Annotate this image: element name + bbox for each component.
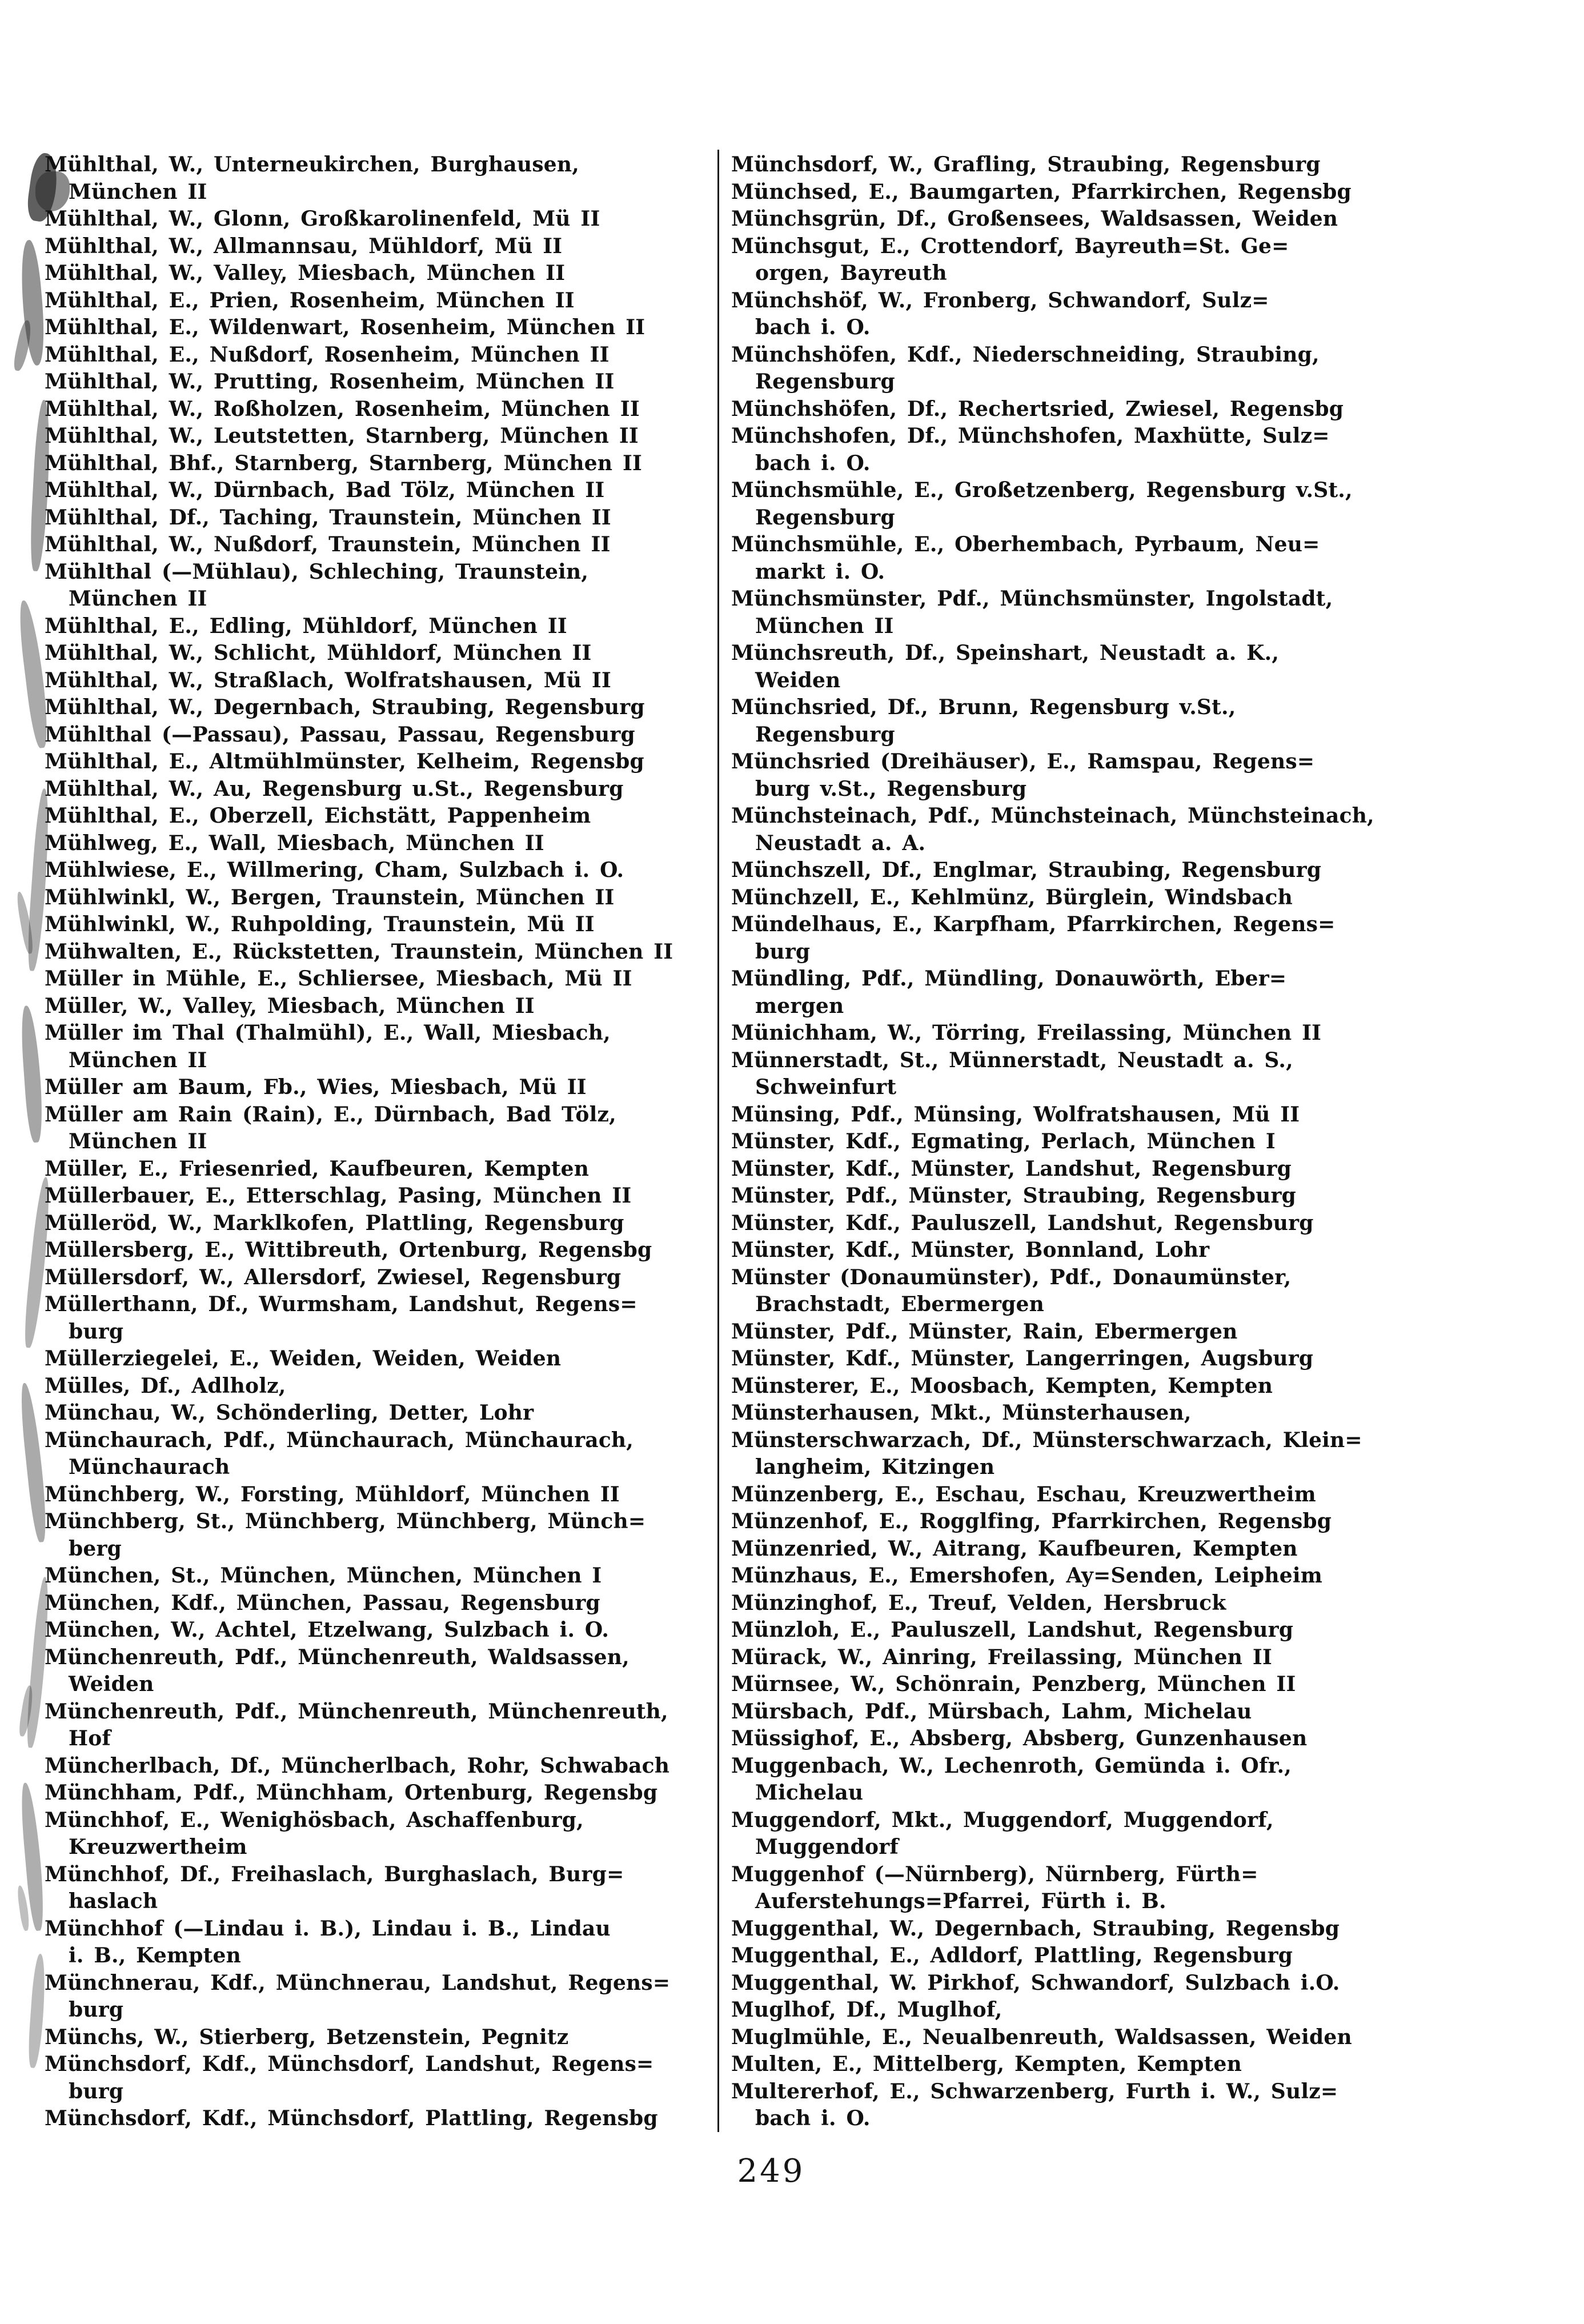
entry-line: Müller, E., Friesenried, Kaufbeuren, Kempten	[45, 1156, 590, 1181]
entry-line: Münchsdorf, Kdf., Münchsdorf, Landshut, Regens=	[45, 2052, 654, 2076]
entry-line: Muggenthal, E., Adldorf, Plattling, Regensburg	[731, 1944, 1293, 1968]
entry-line: Müller, W., Valley, Miesbach, München II	[45, 993, 535, 1018]
entry-line: Münchs, W., Stierberg, Betzenstein, Pegnitz	[45, 2025, 569, 2049]
entry-line: Münchshöf, W., Fronberg, Schwandorf, Sulz=	[731, 288, 1269, 312]
entry-line: Mühwalten, E., Rückstetten, Traunstein, München II	[45, 939, 673, 964]
column-divider	[717, 150, 719, 2132]
entry-line: Münsterer, E., Moosbach, Kempten, Kempten	[731, 1373, 1273, 1398]
entry-line: Regensburg	[755, 722, 895, 747]
entry-line: Mühlthal, E., Oberzell, Eichstätt, Pappenheim	[45, 804, 591, 828]
entry-line: mergen	[755, 993, 844, 1018]
entry-line: Münchsteinach, Pdf., Münchsteinach, Münchsteinach,	[731, 804, 1374, 828]
entry-line: Mühlthal, W., Schlicht, Mühldorf, München II	[45, 641, 592, 665]
entry-line: Müller in Mühle, E., Schliersee, Miesbach, Mü II	[45, 967, 632, 991]
entry-line: Schweinfurt	[755, 1075, 897, 1099]
entry-line: Münzloh, E., Pauluszell, Landshut, Regensburg	[731, 1618, 1294, 1642]
entry-line: Münchsmünster, Pdf., Münchsmünster, Ingolstadt,	[731, 587, 1333, 611]
entry-line: Mühlthal, E., Prien, Rosenheim, München II	[45, 288, 575, 312]
entry-line: Mühlthal (—Passau), Passau, Passau, Regensburg	[45, 722, 635, 747]
entry-line: Michelau	[755, 1781, 864, 1805]
entry-line: München II	[69, 587, 207, 611]
entry-line: Muglhof, Df., Muglhof,	[731, 1998, 1002, 2022]
entry-line: Münchaurach	[69, 1455, 230, 1479]
entry-line: Münchberg, St., Münchberg, Münchberg, Münch=	[45, 1509, 646, 1533]
entry-line: Münster (Donaumünster), Pdf., Donaumünster,	[731, 1265, 1292, 1289]
entry-line: Auferstehungs=Pfarrei, Fürth i. B.	[755, 1889, 1166, 1913]
entry-line: Multen, E., Mittelberg, Kempten, Kempten	[731, 2052, 1242, 2076]
entry-line: Münchsdorf, Kdf., Münchsdorf, Plattling, Regensbg	[45, 2106, 658, 2130]
entry-line: burg	[69, 1998, 124, 2022]
entry-line: Münchsried (Dreihäuser), E., Ramspau, Regens=	[731, 750, 1315, 774]
entry-line: Mürnsee, W., Schönrain, Penzberg, München II	[731, 1672, 1296, 1696]
entry-line: Münchsdorf, W., Grafling, Straubing, Regensburg	[731, 153, 1321, 177]
entry-line: Münster, Kdf., Münster, Langerringen, Augsburg	[731, 1347, 1314, 1371]
entry-line: Mühlthal, W., Glonn, Großkarolinenfeld, Mü II	[45, 207, 600, 231]
entry-line: Münchau, W., Schönderling, Detter, Lohr	[45, 1401, 534, 1425]
entry-line: Müllersdorf, W., Allersdorf, Zwiesel, Regensburg	[45, 1265, 621, 1289]
entry-line: burg	[755, 939, 811, 964]
entry-line: Mühlthal, W., Dürnbach, Bad Tölz, München II	[45, 478, 605, 502]
entry-line: Muggenthal, W. Pirkhof, Schwandorf, Sulzbach i.O.	[731, 1970, 1340, 1995]
entry-line: Münzenhof, E., Rogglfing, Pfarrkirchen, Regensbg	[731, 1509, 1332, 1533]
entry-line: Muggenbach, W., Lechenroth, Gemünda i. Ofr.,	[731, 1753, 1292, 1778]
entry-line: Mündling, Pdf., Mündling, Donauwörth, Eber=	[731, 967, 1287, 991]
entry-line: Münster, Pdf., Münster, Straubing, Regensburg	[731, 1184, 1297, 1208]
entry-line: bach i. O.	[755, 451, 871, 475]
entry-line: Münchsried, Df., Brunn, Regensburg v.St.,	[731, 695, 1236, 719]
entry-line: Münchenreuth, Pdf., Münchenreuth, Waldsassen,	[45, 1645, 629, 1669]
entry-line: burg	[69, 1319, 124, 1344]
entry-line: Münster, Kdf., Münster, Bonnland, Lohr	[731, 1238, 1210, 1262]
entry-line: Müllerziegelei, E., Weiden, Weiden, Weiden	[45, 1347, 562, 1371]
entry-line: Muggenhof (—Nürnberg), Nürnberg, Fürth=	[731, 1862, 1258, 1886]
entry-line: Münzenberg, E., Eschau, Eschau, Kreuzwertheim	[731, 1482, 1316, 1506]
entry-line: Münchsgut, E., Crottendorf, Bayreuth=St. Ge=	[731, 234, 1289, 258]
entry-line: Muggendorf, Mkt., Muggendorf, Muggendorf,	[731, 1808, 1274, 1832]
entry-line: i. B., Kempten	[69, 1944, 241, 1968]
entry-line: München, W., Achtel, Etzelwang, Sulzbach i. O.	[45, 1618, 609, 1642]
entry-line: Münchnerau, Kdf., Münchnerau, Landshut, Regens=	[45, 1970, 671, 1995]
entry-line: Mürack, W., Ainring, Freilassing, München II	[731, 1645, 1272, 1669]
entry-line: orgen, Bayreuth	[755, 261, 947, 285]
entry-line: Mühlthal, W., Nußdorf, Traunstein, München II	[45, 532, 611, 556]
entry-line: Mürsbach, Pdf., Mürsbach, Lahm, Michelau	[731, 1699, 1252, 1724]
entry-line: Münzenried, W., Aitrang, Kaufbeuren, Kempten	[731, 1536, 1298, 1561]
entry-line: Münchhof (—Lindau i. B.), Lindau i. B., Lindau	[45, 1916, 611, 1941]
entry-line: Münzinghof, E., Treuf, Velden, Hersbruck	[731, 1590, 1226, 1615]
entry-line: München, St., München, München, München I	[45, 1564, 602, 1588]
entry-line: Münchsmühle, E., Oberhembach, Pyrbaum, Neu=	[731, 532, 1320, 556]
entry-line: Müllerthann, Df., Wurmsham, Landshut, Regens=	[45, 1292, 637, 1316]
entry-line: Mühlthal, E., Altmühlmünster, Kelheim, Regensbg	[45, 750, 644, 774]
entry-line: Mühlwinkl, W., Ruhpolding, Traunstein, Mü II	[45, 912, 595, 936]
entry-line: München II	[755, 614, 894, 638]
entry-line: Mühlthal, W., Roßholzen, Rosenheim, München II	[45, 396, 640, 421]
entry-line: Münchaurach, Pdf., Münchaurach, Münchaurach,	[45, 1428, 634, 1452]
entry-line: Neustadt a. A.	[755, 831, 926, 855]
entry-line: Mühlwinkl, W., Bergen, Traunstein, München II	[45, 885, 615, 909]
entry-line: München II	[69, 1048, 207, 1072]
entry-line: Regensburg	[755, 370, 895, 394]
entry-line: Münchhof, Df., Freihaslach, Burghaslach, Burg=	[45, 1862, 624, 1886]
entry-line: Kreuzwertheim	[69, 1835, 247, 1859]
entry-line: Münchshöfen, Kdf., Niederschneiding, Straubing,	[731, 342, 1320, 367]
entry-line: München II	[69, 179, 207, 204]
entry-line: Mühlthal, E., Edling, Mühldorf, München II	[45, 614, 567, 638]
entry-line: Mülleröd, W., Marklkofen, Plattling, Regensburg	[45, 1211, 624, 1235]
entry-line: Münchshöfen, Df., Rechertsried, Zwiesel, Regensbg	[731, 396, 1344, 421]
entry-line: Mühlthal, Bhf., Starnberg, Starnberg, München II	[45, 451, 643, 475]
entry-line: Mündelhaus, E., Karpfham, Pfarrkirchen, Regens=	[731, 912, 1336, 936]
entry-line: Münster, Kdf., Egmating, Perlach, München I	[731, 1129, 1276, 1153]
entry-line: Mühlthal, E., Wildenwart, Rosenheim, München II	[45, 315, 645, 339]
entry-line: Mühlthal, Df., Taching, Traunstein, München II	[45, 505, 611, 530]
entry-line: Münchhof, E., Wenighösbach, Aschaffenburg,	[45, 1808, 584, 1832]
entry-line: Müller im Thal (Thalmühl), E., Wall, Miesbach,	[45, 1021, 611, 1045]
entry-line: Münchsreuth, Df., Speinshart, Neustadt a. K.,	[731, 641, 1280, 665]
entry-line: Münchzell, E., Kehlmünz, Bürglein, Windsbach	[731, 885, 1293, 909]
entry-line: berg	[69, 1536, 122, 1561]
entry-line: Münchsgrün, Df., Großensees, Waldsassen, Weiden	[731, 207, 1338, 231]
entry-line: Münnerstadt, St., Münnerstadt, Neustadt a. S.,	[731, 1048, 1293, 1072]
entry-line: Weiden	[69, 1672, 154, 1696]
entry-line: Münsing, Pdf., Münsing, Wolfratshausen, Mü II	[731, 1102, 1300, 1127]
entry-line: langheim, Kitzingen	[755, 1455, 995, 1479]
entry-line: Brachstadt, Ebermergen	[755, 1292, 1044, 1316]
entry-line: Müller am Rain (Rain), E., Dürnbach, Bad Tölz,	[45, 1102, 616, 1127]
entry-line: Münchszell, Df., Englmar, Straubing, Regensburg	[731, 858, 1322, 882]
entry-line: Mühlthal, W., Unterneukirchen, Burghausen,	[45, 153, 580, 177]
entry-line: Mühlthal (—Mühlau), Schleching, Traunstein,	[45, 559, 589, 584]
entry-line: Münsterschwarzach, Df., Münsterschwarzach, Klein=	[731, 1428, 1362, 1452]
entry-line: Mühlthal, E., Nußdorf, Rosenheim, München II	[45, 342, 609, 367]
entry-line: bach i. O.	[755, 2106, 871, 2130]
entry-line: Münzhaus, E., Emershofen, Ay=Senden, Leipheim	[731, 1564, 1323, 1588]
entry-line: Münchberg, W., Forsting, Mühldorf, München II	[45, 1482, 620, 1506]
entry-line: Münchshofen, Df., Münchshofen, Maxhütte, Sulz=	[731, 424, 1330, 448]
entry-line: Müssighof, E., Absberg, Absberg, Gunzenhausen	[731, 1726, 1308, 1750]
column-left	[45, 151, 713, 2133]
entry-line: Münichham, W., Törring, Freilassing, München II	[731, 1021, 1322, 1045]
entry-line: Mühlthal, W., Allmannsau, Mühldorf, Mü II	[45, 234, 563, 258]
entry-line: burg	[69, 2079, 124, 2103]
entry-line: Müllersberg, E., Wittibreuth, Ortenburg, Regensbg	[45, 1238, 652, 1262]
entry-line: Müncherlbach, Df., Müncherlbach, Rohr, Schwabach	[45, 1753, 670, 1778]
entry-line: Mühlthal, W., Au, Regensburg u.St., Regensburg	[45, 776, 624, 801]
entry-line: Hof	[69, 1726, 111, 1750]
entry-line: Mühlthal, W., Valley, Miesbach, München II	[45, 261, 566, 285]
entry-line: Mühlwiese, E., Willmering, Cham, Sulzbach i. O.	[45, 858, 624, 882]
entry-line: Mülles, Df., Adlholz,	[45, 1373, 286, 1398]
entry-line: Mühlthal, W., Prutting, Rosenheim, München II	[45, 370, 615, 394]
entry-line: Muggendorf	[755, 1835, 899, 1859]
entry-line: Münchsmühle, E., Großetzenberg, Regensburg v.St.,	[731, 478, 1353, 502]
entry-line: Münchsed, E., Baumgarten, Pfarrkirchen, Regensbg	[731, 179, 1352, 204]
entry-line: markt i. O.	[755, 559, 885, 584]
entry-line: bach i. O.	[755, 315, 871, 339]
entry-line: Multererhof, E., Schwarzenberg, Furth i. W., Sulz=	[731, 2079, 1338, 2103]
entry-line: München II	[69, 1129, 207, 1153]
entry-line: Münster, Pdf., Münster, Rain, Ebermergen	[731, 1319, 1238, 1344]
entry-line: Müller am Baum, Fb., Wies, Miesbach, Mü II	[45, 1075, 587, 1099]
entry-line: Münsterhausen, Mkt., Münsterhausen,	[731, 1401, 1192, 1425]
scan-noise-blob	[19, 1005, 45, 1143]
entry-line: Muglmühle, E., Neualbenreuth, Waldsassen, Weiden	[731, 2025, 1352, 2049]
entry-line: Mühlthal, W., Straßlach, Wolfratshausen, Mü II	[45, 668, 611, 692]
page-number: 249	[737, 2153, 805, 2190]
entry-line: Mühlthal, W., Degernbach, Straubing, Regensburg	[45, 695, 645, 719]
entry-line: Mühlthal, W., Leutstetten, Starnberg, München II	[45, 424, 639, 448]
entry-line: Müllerbauer, E., Etterschlag, Pasing, München II	[45, 1184, 632, 1208]
column-right	[731, 151, 1465, 2133]
entry-line: burg v.St., Regensburg	[755, 776, 1027, 801]
entry-line: Münchham, Pdf., Münchham, Ortenburg, Regensbg	[45, 1781, 658, 1805]
entry-line: Münchenreuth, Pdf., Münchenreuth, Münchenreuth,	[45, 1699, 668, 1724]
entry-line: Münster, Kdf., Pauluszell, Landshut, Regensburg	[731, 1211, 1314, 1235]
entry-line: Mühlweg, E., Wall, Miesbach, München II	[45, 831, 544, 855]
entry-line: Weiden	[755, 668, 841, 692]
entry-line: Muggenthal, W., Degernbach, Straubing, Regensbg	[731, 1916, 1340, 1941]
entry-line: Münster, Kdf., Münster, Landshut, Regensburg	[731, 1156, 1292, 1181]
entry-line: Regensburg	[755, 505, 895, 530]
entry-line: haslach	[69, 1889, 158, 1913]
entry-line: München, Kdf., München, Passau, Regensburg	[45, 1590, 600, 1615]
